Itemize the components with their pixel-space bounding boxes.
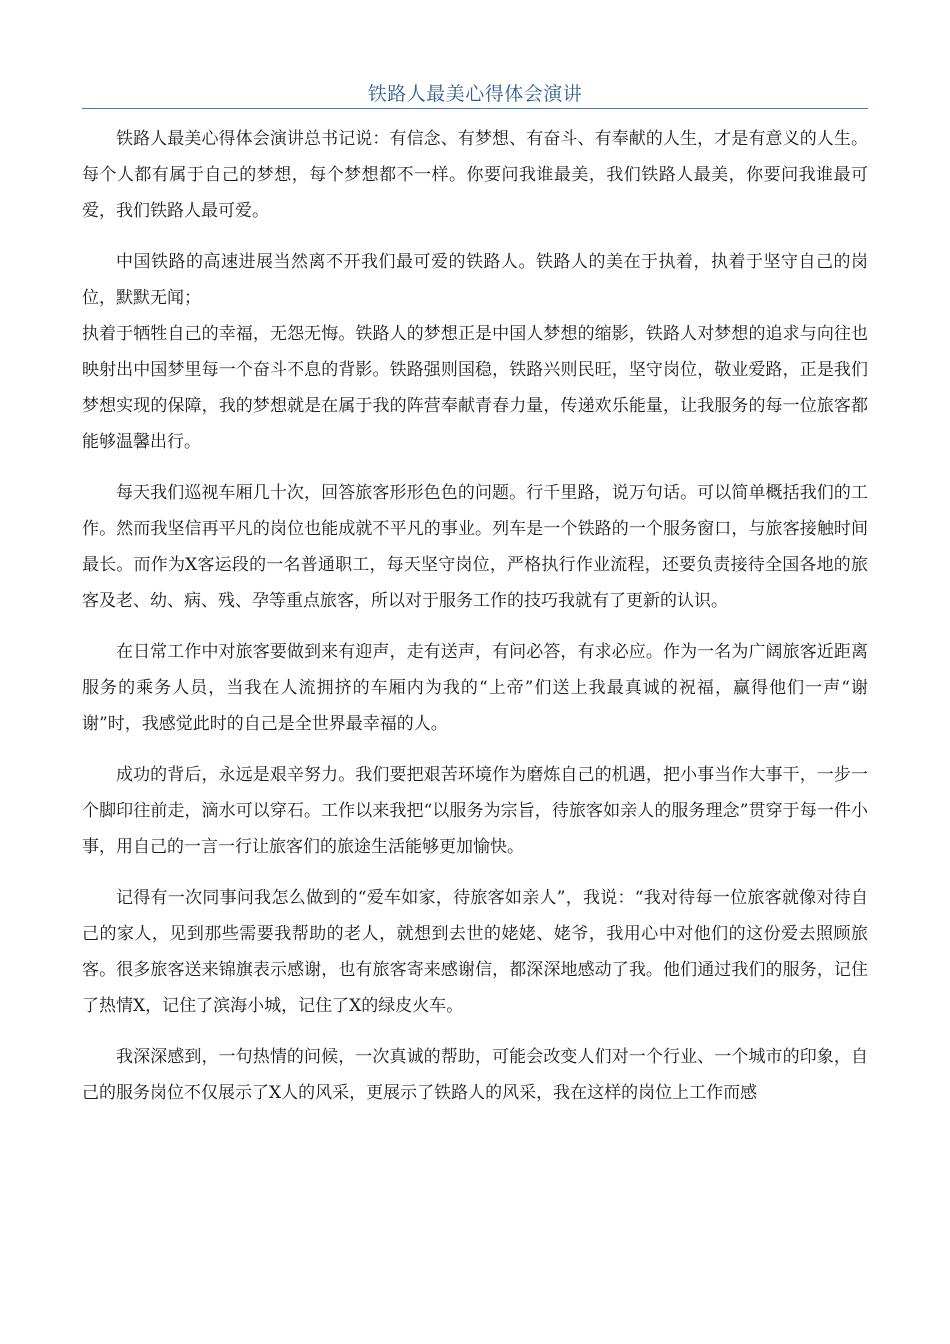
document-body (82, 121, 868, 1126)
document-title: 铁路人最美心得体会演讲 (367, 83, 583, 105)
title-underline (82, 108, 868, 109)
paragraph: 中国铁路的高速进展当然离不开我们最可爱的铁路人。铁路人的美在于执着，执着于坚守自己的岗位，默默无闻； (82, 252, 868, 308)
paragraph: 在日常工作中对旅客要做到来有迎声，走有送声，有问必答，有求必应。作为一名为广阔旅客近距离服务的乘务人员，当我在人流拥挤的车厢内为我的“上帝”们送上我最真诚的祝福，赢得他们一声“谢谢”时，我感觉此时的自己是全世界最幸福的人。 (82, 642, 868, 734)
paragraph: 铁路人最美心得体会演讲总书记说：有信念、有梦想、有奋斗、有奉献的人生，才是有意义的人生。每个人都有属于自己的梦想，每个梦想都不一样。你要问我谁最美，我们铁路人最美，你要问我谁最可爱，我们铁路人最可爱。 (82, 129, 868, 221)
paragraph: 我深深感到，一句热情的问候，一次真诚的帮助，可能会改变人们对一个行业、一个城市的印象，自己的服务岗位不仅展示了X人的风采，更展示了铁路人的风采，我在这样的岗位上工作而感 (82, 1047, 868, 1103)
paragraph: 记得有一次同事问我怎么做到的“爱车如家，待旅客如亲人”，我说：“我对待每一位旅客就像对待自己的家人，见到那些需要我帮助的老人，就想到去世的姥姥、姥爷，我用心中对他们的这份爱去照顾旅客。很多旅客送来锦旗表示感谢，也有旅客寄来感谢信，都深深地感动了我。他们通过我们的服务，记住了热情X，记住了滨海小城，记住了X的绿皮火车。 (82, 888, 868, 1016)
paragraph: 成功的背后，永远是艰辛努力。我们要把艰苦环境作为磨炼自己的机遇，把小事当作大事干，一步一个脚印往前走，滴水可以穿石。工作以来我把“以服务为宗旨，待旅客如亲人的服务理念”贯穿于每一件小事，用自己的一言一行让旅客们的旅途生活能够更加愉快。 (82, 765, 868, 857)
paragraph: 每天我们巡视车厢几十次，回答旅客形形色色的问题。行千里路，说万句话。可以简单概括我们的工作。然而我坚信再平凡的岗位也能成就不平凡的事业。列车是一个铁路的一个服务窗口，与旅客接触时间最长。而作为X客运段的一名普通职工，每天坚守岗位，严格执行作业流程，还要负责接待全国各地的旅客及老、幼、病、残、孕等重点旅客，所以对于服务工作的技巧我就有了更新的认识。 (82, 483, 868, 611)
paragraph: 执着于牺牲自己的幸福，无怨无悔。铁路人的梦想正是中国人梦想的缩影，铁路人对梦想的追求与向往也映射出中国梦里每一个奋斗不息的背影。铁路强则国稳，铁路兴则民旺，坚守岗位，敬业爱路，正是我们梦想实现的保障，我的梦想就是在属于我的阵营奉献青春力量，传递欢乐能量，让我服务的每一位旅客都能够温馨出行。 (82, 324, 868, 452)
